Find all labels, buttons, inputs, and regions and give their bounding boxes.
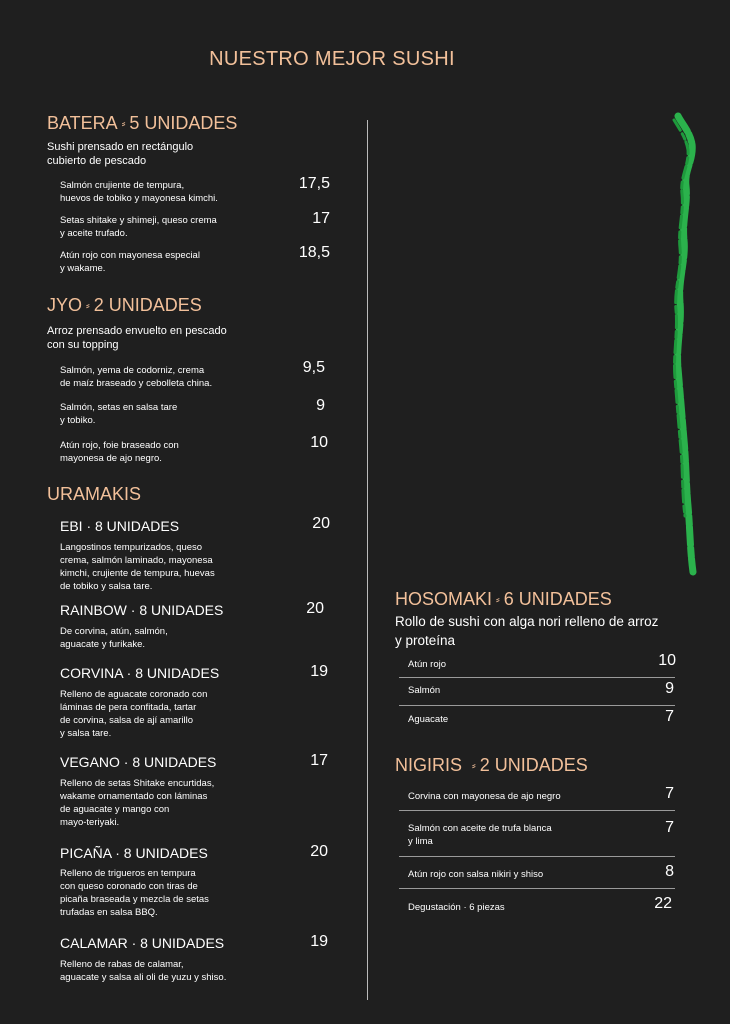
menu-item-price: 17 [310, 752, 328, 769]
uramaki-item-name: VEGANO · 8 UNIDADES [60, 754, 217, 770]
menu-item-description: Salmón con aceite de trufa blanca y lima [408, 823, 552, 847]
menu-item-description: Atún rojo con salsa nikiri y shiso [408, 869, 544, 880]
section-batera-heading [47, 113, 237, 134]
menu-item-price: 18,5 [298, 244, 330, 261]
uramaki-item-name: CALAMAR · 8 UNIDADES [60, 935, 225, 951]
menu-item-price: 20 [306, 600, 324, 617]
menu-item-description: Salmón crujiente de tempura, huevos de tobiko y mayonesa kimchi. [60, 180, 218, 204]
uramaki-item-name: EBI · 8 UNIDADES [60, 518, 180, 534]
menu-item-description: De corvina, atún, salmón, aguacate y furikake. [60, 626, 168, 650]
row-divider [399, 810, 675, 811]
menu-item-description: Atún rojo con mayonesa especial y wakame. [60, 250, 200, 274]
section-batera-description: Sushi prensado en rectángulo cubierto de pescado [47, 141, 194, 167]
section-uramakis-heading: URAMAKIS [47, 484, 142, 504]
separator-icon: ⸗ [496, 594, 500, 606]
menu-item-price: 20 [310, 843, 328, 860]
section-hosomaki-name: HOSOMAKI [395, 589, 493, 609]
section-batera-name: BATERA [47, 113, 118, 133]
column-divider [367, 120, 368, 1000]
menu-item-price: 10 [310, 434, 328, 451]
menu-item-description: Corvina con mayonesa de ajo negro [408, 791, 561, 802]
menu-item-description: Relleno de rabas de calamar, aguacate y salsa ali oli de yuzu y shiso. [60, 959, 227, 983]
menu-item-description: Relleno de trigueros en tempura con queso coronado con tiras de picaña braseada y mezcla de setas trufadas en salsa BBQ. [60, 868, 209, 918]
page-title: NUESTRO MEJOR SUSHI [209, 48, 455, 70]
menu-item-description: Atún rojo, foie braseado con mayonesa de ajo negro. [60, 440, 179, 464]
row-divider [399, 856, 675, 857]
menu-item-price: 7 [665, 785, 674, 802]
menu-item-price: 17,5 [298, 175, 330, 192]
section-jyo-name: JYO [47, 295, 83, 315]
separator-icon: ⸗ [86, 300, 90, 312]
menu-item-description: Aguacate [408, 714, 449, 725]
section-jyo-heading [47, 295, 202, 316]
row-divider [399, 888, 675, 889]
row-divider [399, 677, 675, 678]
menu-item-description: Atún rojo [408, 659, 447, 670]
menu-item-price: 7 [665, 708, 674, 725]
section-jyo-description: Arroz prensado envuelto en pescado con su topping [47, 325, 227, 351]
menu-item-price: 8 [665, 863, 674, 880]
menu-item-price: 19 [310, 663, 328, 680]
menu-item-price: 17 [312, 210, 330, 227]
uramaki-item-name: RAINBOW · 8 UNIDADES [60, 602, 224, 618]
row-divider [399, 705, 675, 706]
menu-item-price: 9 [665, 680, 674, 697]
menu-item-price: 9 [316, 397, 325, 414]
separator-icon: ⸗ [472, 760, 476, 772]
section-hosomaki-heading [395, 589, 612, 610]
menu-item-price: 19 [310, 933, 328, 950]
menu-item-description: Relleno de setas Shitake encurtidas, wakame ornamentado con láminas de aguacate y mango con mayo-teriyaki. [60, 778, 215, 828]
section-batera-units: 5 UNIDADES [129, 113, 238, 133]
section-jyo-units: 2 UNIDADES [93, 295, 202, 315]
uramaki-item-name: CORVINA · 8 UNIDADES [60, 665, 220, 681]
menu-item-price: 7 [665, 819, 674, 836]
menu-item-description: Salmón, yema de codorniz, crema de maíz braseado y cebolleta china. [60, 365, 213, 389]
brush-stroke-decoration [660, 110, 710, 580]
menu-item-description: Langostinos tempurizados, queso crema, salmón laminado, mayonesa kimchi, crujiente de tempura, huevas de tobiko y salsa tare. [60, 542, 215, 592]
section-nigiris-heading [395, 755, 588, 776]
menu-item-description: Degustación · 6 piezas [408, 902, 505, 913]
menu-item-description: Salmón, setas en salsa tare y tobiko. [60, 402, 178, 426]
menu-item-price: 22 [654, 895, 672, 912]
menu-item-description: Salmón [408, 685, 441, 696]
section-nigiris-name: NIGIRIS [395, 755, 463, 775]
menu-item-price: 9,5 [302, 359, 325, 376]
menu-item-price: 20 [312, 515, 330, 532]
section-nigiris-units: 2 UNIDADES [479, 755, 588, 775]
separator-icon: ⸗ [121, 118, 126, 130]
section-hosomaki-description: Rollo de sushi con alga nori relleno de arroz y proteína [395, 614, 659, 648]
menu-item-description: Setas shitake y shimeji, queso crema y aceite trufado. [60, 215, 217, 239]
menu-item-description: Relleno de aguacate coronado con láminas de pera confitada, tartar de corvina, salsa de ají amarillo y salsa tare. [60, 689, 208, 739]
menu-item-price: 10 [658, 652, 676, 669]
uramaki-item-name: PICAÑA · 8 UNIDADES [60, 845, 208, 861]
section-hosomaki-units: 6 UNIDADES [503, 589, 612, 609]
